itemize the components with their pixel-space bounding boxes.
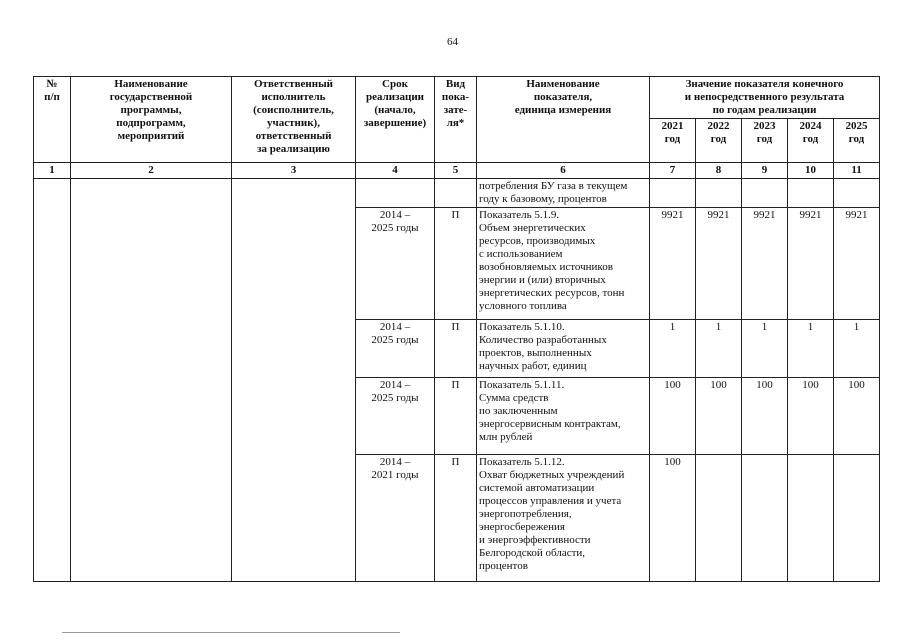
cell-value-2025: 1 xyxy=(834,319,880,377)
column-number: 9 xyxy=(742,162,788,178)
cell-value-2024 xyxy=(788,454,834,581)
cell-value-2022: 100 xyxy=(696,377,742,454)
header-values-group: Значение показателя конечного и непосредственного результата по годам реализации xyxy=(650,77,880,119)
page-number: 64 xyxy=(447,36,458,48)
column-number: 1 xyxy=(34,162,71,178)
cell-value-2025: 100 xyxy=(834,377,880,454)
column-number: 4 xyxy=(356,162,435,178)
footnote-separator xyxy=(62,632,400,633)
header-period: Срок реализации (начало, завершение) xyxy=(356,77,435,163)
header-number: № п/п xyxy=(34,77,71,163)
column-number: 8 xyxy=(696,162,742,178)
column-number: 3 xyxy=(232,162,356,178)
cell-indicator: потребления БУ газа в текущем году к базовому, процентов xyxy=(477,178,650,207)
cell-indicator: Показатель 5.1.10. Количество разработанных проектов, выполненных научных работ, единиц xyxy=(477,319,650,377)
cell-value-2022: 1 xyxy=(696,319,742,377)
header-year-2024: 2024 год xyxy=(788,118,834,162)
cell-value-2022 xyxy=(696,454,742,581)
cell-value-2023: 100 xyxy=(742,377,788,454)
column-number: 7 xyxy=(650,162,696,178)
cell-value-2022: 9921 xyxy=(696,207,742,319)
table-row xyxy=(34,178,880,207)
cell-value-2023: 9921 xyxy=(742,207,788,319)
cell-type: П xyxy=(435,319,477,377)
cell-period: 2014 – 2025 годы xyxy=(356,319,435,377)
column-number: 6 xyxy=(477,162,650,178)
cell-responsible xyxy=(232,178,356,581)
cell-value-2022 xyxy=(696,178,742,207)
header-indicator-name: Наименование показателя, единица измерения xyxy=(477,77,650,163)
column-number: 10 xyxy=(788,162,834,178)
cell-value-2021 xyxy=(650,178,696,207)
cell-type xyxy=(435,178,477,207)
cell-type: П xyxy=(435,377,477,454)
cell-type: П xyxy=(435,207,477,319)
column-number: 5 xyxy=(435,162,477,178)
cell-value-2024: 9921 xyxy=(788,207,834,319)
cell-value-2021: 1 xyxy=(650,319,696,377)
cell-value-2024: 100 xyxy=(788,377,834,454)
cell-value-2024 xyxy=(788,178,834,207)
cell-value-2024: 1 xyxy=(788,319,834,377)
indicators-table xyxy=(33,76,880,582)
cell-type: П xyxy=(435,454,477,581)
cell-value-2025: 9921 xyxy=(834,207,880,319)
header-year-2022: 2022 год xyxy=(696,118,742,162)
cell-indicator: Показатель 5.1.9. Объем энергетических ресурсов, производимых с использованием возобновляемых источников энергии и (или) вторичных энергетических ресурсов, тонн условного топлива xyxy=(477,207,650,319)
cell-value-2021: 100 xyxy=(650,377,696,454)
cell-value-2025 xyxy=(834,454,880,581)
cell-program-name xyxy=(71,178,232,581)
cell-value-2021: 100 xyxy=(650,454,696,581)
cell-value-2023: 1 xyxy=(742,319,788,377)
cell-period xyxy=(356,178,435,207)
cell-period: 2014 – 2021 годы xyxy=(356,454,435,581)
cell-period: 2014 – 2025 годы xyxy=(356,207,435,319)
cell-number xyxy=(34,178,71,581)
header-indicator-type: Вид пока- зате- ля* xyxy=(435,77,477,163)
header-year-2023: 2023 год xyxy=(742,118,788,162)
header-year-2021: 2021 год xyxy=(650,118,696,162)
column-number: 2 xyxy=(71,162,232,178)
cell-value-2023 xyxy=(742,454,788,581)
header-program-name: Наименование государственной программы, подпрограмм, мероприятий xyxy=(71,77,232,163)
header-responsible: Ответственный исполнитель (соисполнитель, участник), ответственный за реализацию xyxy=(232,77,356,163)
cell-period: 2014 – 2025 годы xyxy=(356,377,435,454)
cell-indicator: Показатель 5.1.11. Сумма средств по заключенным энергосервисным контрактам, млн рублей xyxy=(477,377,650,454)
cell-value-2025 xyxy=(834,178,880,207)
cell-value-2021: 9921 xyxy=(650,207,696,319)
cell-indicator: Показатель 5.1.12. Охват бюджетных учреждений системой автоматизации процессов управления и учета энергопотребления, энергосбережения и энергоэффективности Белгородской области, процентов xyxy=(477,454,650,581)
header-year-2025: 2025 год xyxy=(834,118,880,162)
cell-value-2023 xyxy=(742,178,788,207)
column-number: 11 xyxy=(834,162,880,178)
